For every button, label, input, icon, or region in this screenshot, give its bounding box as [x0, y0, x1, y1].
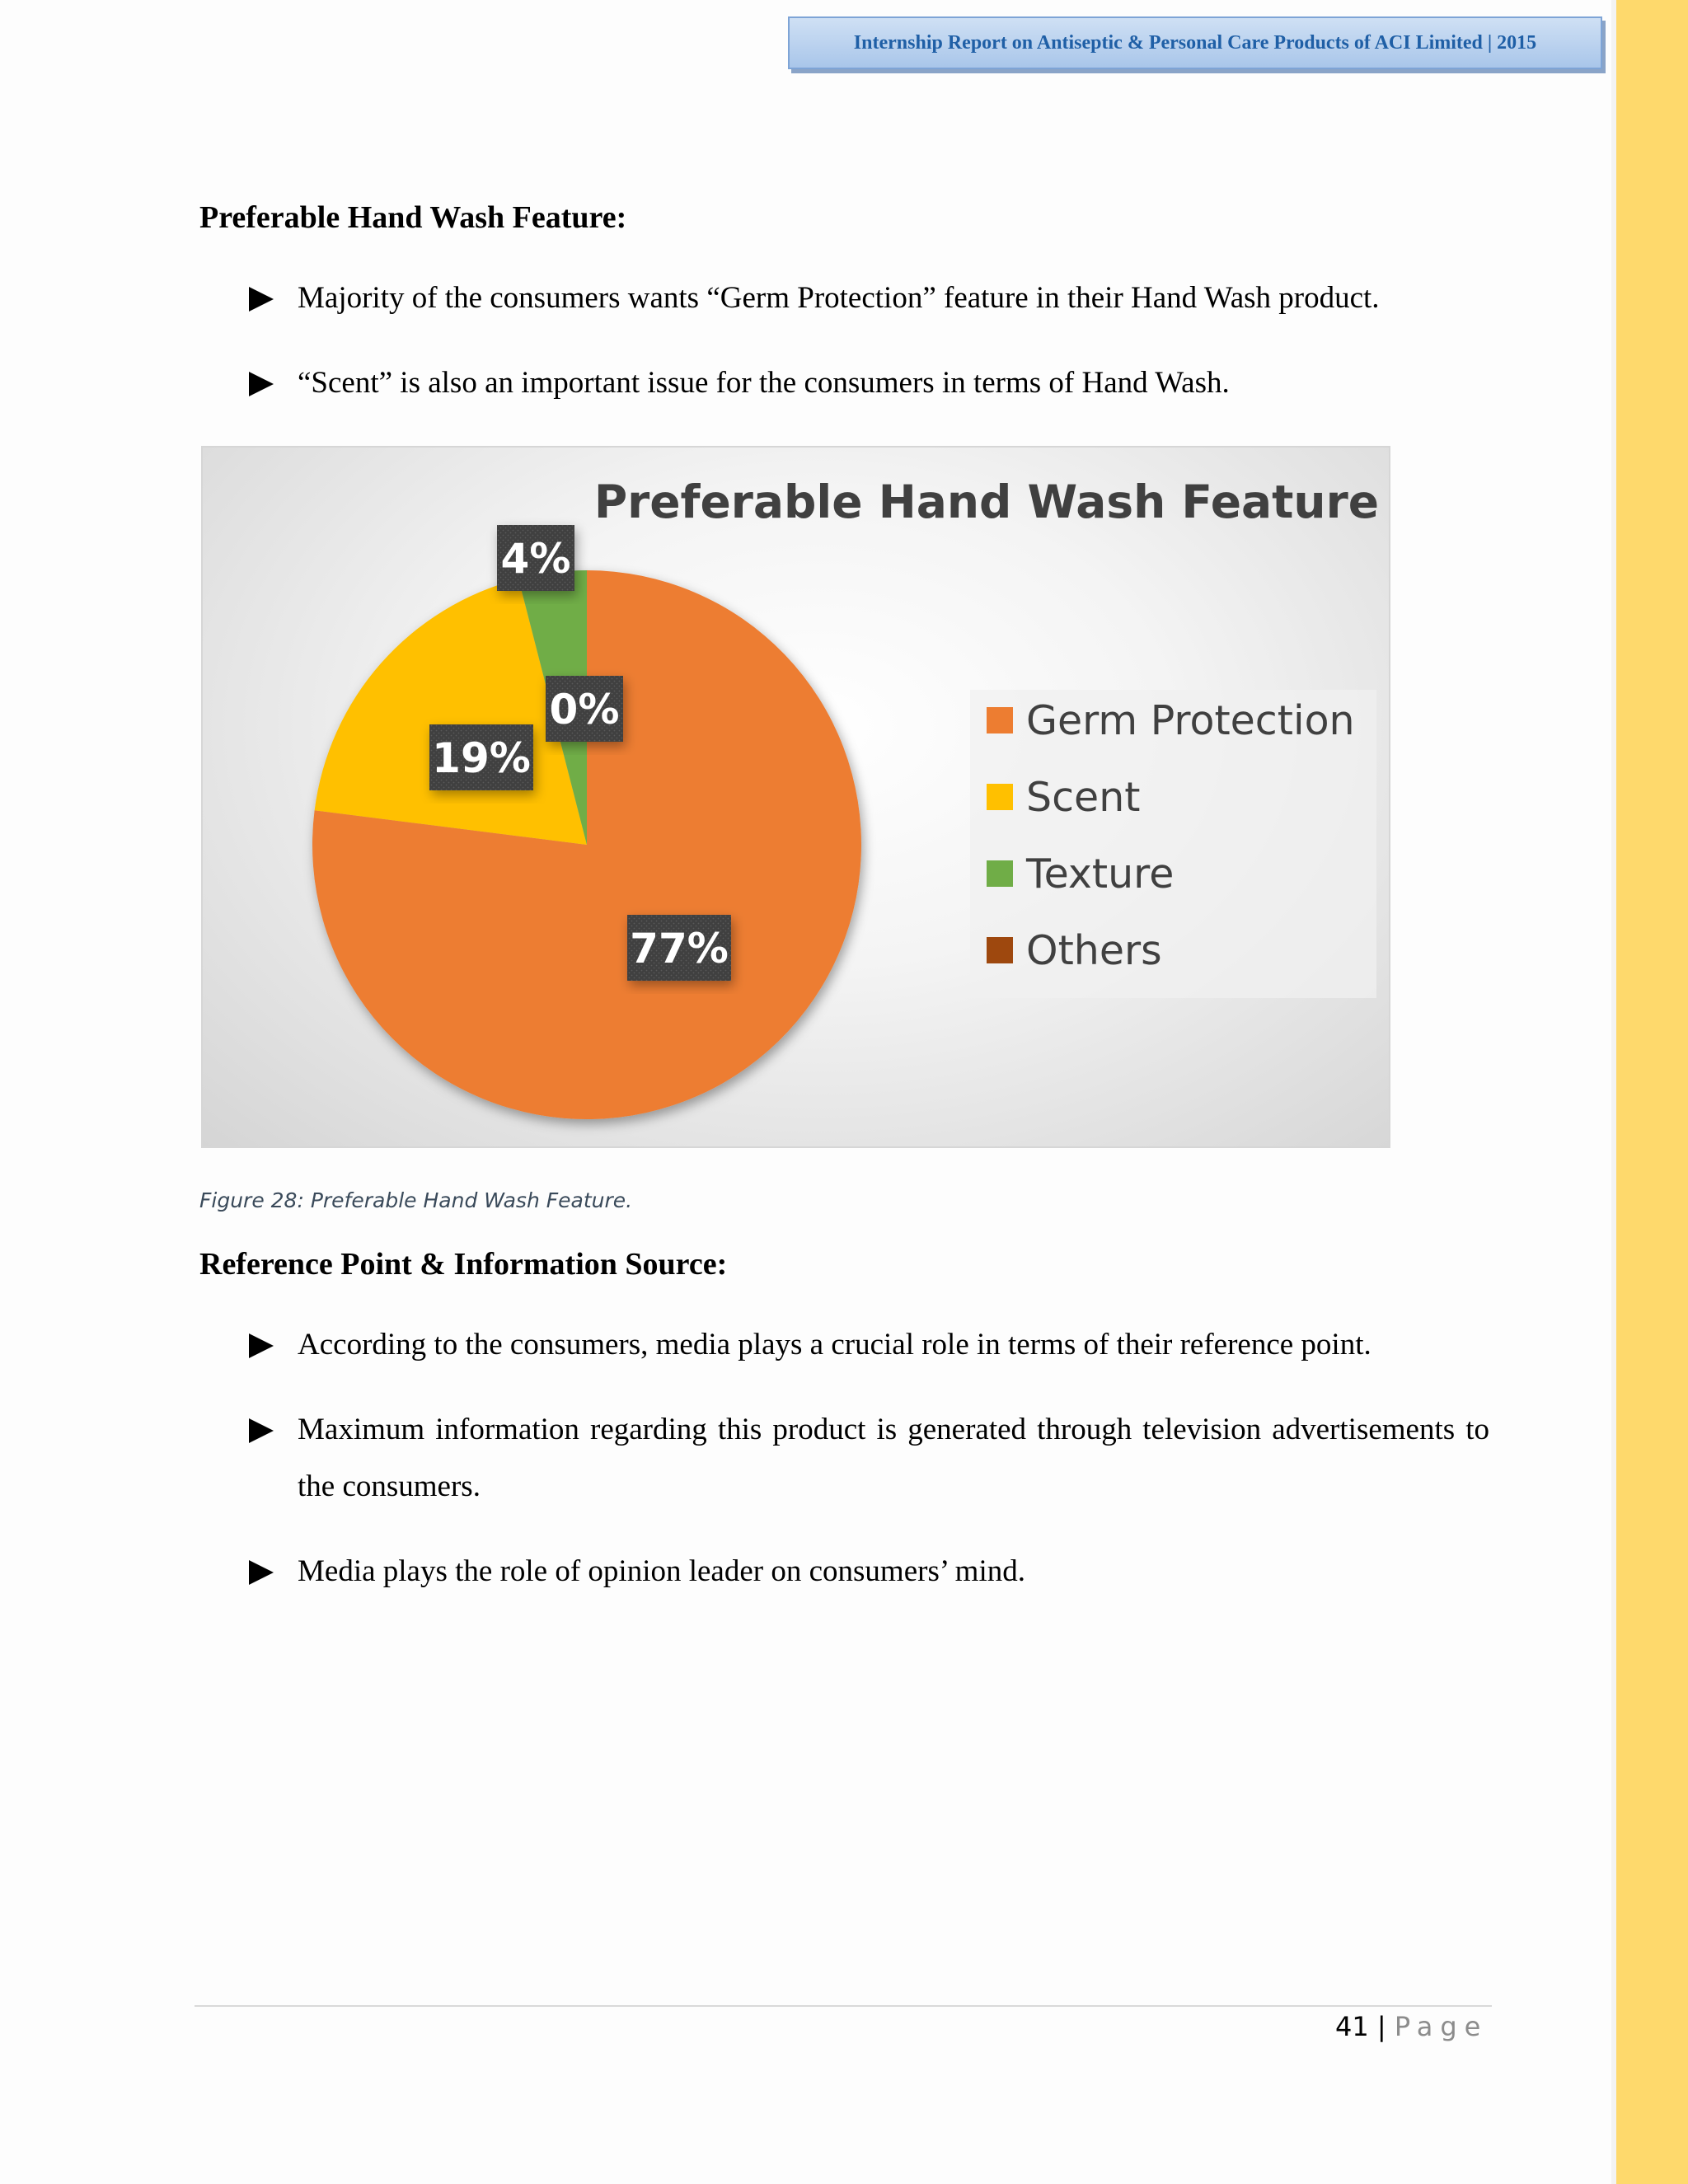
- page-number: 41: [1335, 2011, 1369, 2042]
- chart-legend: [970, 690, 1376, 998]
- pie-slices: [312, 570, 861, 1119]
- running-header: [788, 16, 1602, 69]
- side-decoration-band: [1611, 0, 1688, 2184]
- bullet-text: Majority of the consumers wants “Germ Protection” feature in their Hand Wash product.: [298, 281, 1380, 315]
- bullet-arrow-icon: [249, 1333, 274, 1358]
- footer-divider: [195, 2005, 1492, 2007]
- legend-label: Germ Protection: [1026, 696, 1355, 744]
- running-header-title: Internship Report on Antiseptic & Personal Care Products of ACI Limited | 2015: [853, 31, 1537, 54]
- figure-caption: Figure 28: Preferable Hand Wash Feature.: [199, 1188, 633, 1212]
- bullet-item: [249, 1543, 1489, 1600]
- data-label-scent: 19%: [432, 734, 531, 782]
- page-word: Page: [1394, 2011, 1489, 2042]
- bullet-arrow-icon: [249, 372, 274, 396]
- pie-chart: [201, 446, 1390, 1148]
- legend-swatch: [987, 860, 1013, 887]
- data-label-germ-protection: 77%: [630, 925, 729, 972]
- page-footer: [1335, 2011, 1488, 2042]
- bullet-arrow-icon: [249, 1560, 274, 1585]
- bullet-item: [249, 1401, 1489, 1515]
- legend-swatch: [987, 784, 1013, 810]
- section-heading-hand-wash-feature: Preferable Hand Wash Feature:: [199, 200, 627, 235]
- legend-item-others: [987, 926, 1162, 974]
- legend-swatch: [987, 707, 1013, 733]
- bullet-text: Media plays the role of opinion leader on consumers’ mind.: [298, 1554, 1025, 1588]
- bullet-text: “Scent” is also an important issue for the consumers in terms of Hand Wash.: [298, 366, 1230, 400]
- legend-label: Texture: [1026, 850, 1175, 898]
- legend-item-scent: [987, 773, 1141, 821]
- bullet-arrow-icon: [249, 1418, 274, 1443]
- data-label-texture: 4%: [500, 535, 571, 583]
- bullet-arrow-icon: [249, 287, 274, 312]
- footer-separator: |: [1376, 2011, 1386, 2042]
- bullet-item: [249, 354, 1489, 411]
- bullet-text: Maximum information regarding this product is generated through television advertisements to the consumers.: [298, 1413, 1489, 1503]
- legend-label: Others: [1026, 926, 1162, 974]
- bullet-item: [249, 1316, 1489, 1373]
- legend-item-germ-protection: [987, 696, 1355, 744]
- section-heading-reference-point: Reference Point & Information Source:: [199, 1247, 728, 1282]
- legend-label: Scent: [1026, 773, 1141, 821]
- legend-item-texture: [987, 850, 1175, 898]
- data-label-others: 0%: [549, 686, 620, 733]
- chart-title: Preferable Hand Wash Feature: [593, 476, 1379, 528]
- bullet-item: [249, 269, 1489, 326]
- bullet-text: According to the consumers, media plays a crucial role in terms of their reference point.: [298, 1328, 1372, 1361]
- legend-swatch: [987, 937, 1013, 963]
